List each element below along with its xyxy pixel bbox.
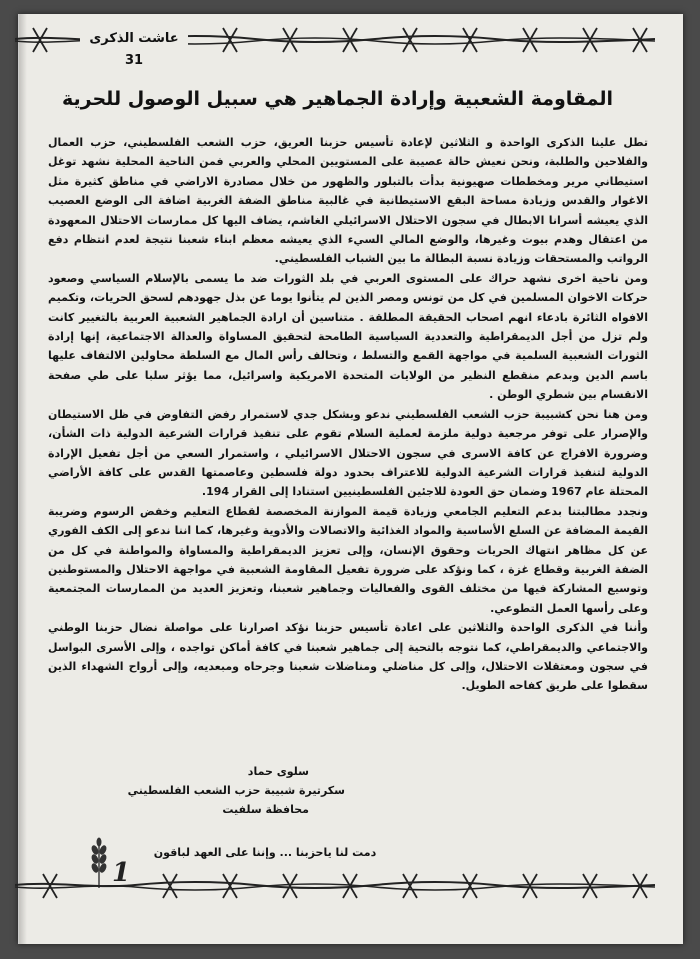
barbed-wire-bottom-icon [15, 868, 655, 902]
paragraph: تطل علينا الذكرى الواحدة و الثلاثين لإعادة تأسيس حزبنا العريق، حزب الشعب الفلسطيني، حزب العمال والفلاحين والطلبة، ونحن نعيش حالة عصيبة على المستويين المحلي والعربي فمن الناحية المحلية نشهد توغل استيطاني مرير ومخططات صهيونية بدأت بالتبلور والظهور من خلال مصادرة الاراضي في مناطق كثيرة مثل الاغوار والقدس وزيادة مساحة البقع الاستيطانية في غالبية مناطق الضفة الغربية اضافة الى الوضع العصيب الذي يعيشه أسرانا الابطال في سجون الاحتلال الاسرائيلي الغاشم، يضاف اليها كل ممارسات الاحتلال المعهودة من اعتقال وهدم بيوت وغيرها، والوضع المالي السيء الذي يعيشه معظم ابناء شعبنا نتيجة لعدم انتظام دفع الرواتب والمستحقات وزيادة نسبة البطالة ما بين الشباب الفلسطيني. [48, 136, 648, 266]
signatory-position: سكرتيرة شبيبة حزب الشعب الفلسطيني [127, 784, 345, 797]
signature-block [45, 762, 345, 819]
paragraph: ومن هنا نحن كشبيبة حزب الشعب الفلسطيني ندعو وبشكل جدي لاستمرار رفض التفاوض في ظل الاستيطان والإصرار على توفر مرجعية دولية ملزمة لعملية السلام تقوم على تنفيذ قرارات الشرعية الدولية ذات الشأن، وضرورة الافراج عن كافة الاسرى في سجون الاحتلال الاسرائيلي ، واستمرار السعي من أجل تفعيل الإرادة الدولية لتنفيذ قرارات الشرعية الدولية للاعتراف بحدود دولة فلسطين وعاصمتها القدس على كافة الأراضي المحتلة عام 1967 وضمان حق العودة للاجئين الفلسطينيين استنادا إلى القرار 194. [48, 407, 648, 499]
paragraph: ونجدد مطالبتنا بدعم التعليم الجامعي وزيادة قيمة الموازنة المخصصة لقطاع التعليم وخفض الرسوم وضريبة القيمة المضافة عن السلع الأساسية والمواد الغذائية والاتصالات والأدوية وغيرها، كما اننا ندعو إلى الكف الفوري عن كل مظاهر انتهاك الحريات وحقوق الإنسان، وإلى تعزيز الديمقراطية والمساواة والمواطنة في كل من الضفة الغربية وقطاع غزة ، كما ونؤكد على ضرورة تفعيل المقاومة الشعبية في مواجهة الاحتلال والمستوطنين وتوسيع المشاركة فيها من مختلف القوى والفعاليات وجماهير شعبنا، وتعزيز العديد من الممارسات المجتمعية وعلى رأسها العمل التطوعي. [48, 504, 648, 615]
signatory-name: سلوى حماد [247, 765, 309, 778]
anniversary-header: عاشت الذكرى 31 [80, 28, 188, 50]
signatory-region: محافظة سلفيت [222, 803, 309, 816]
page-number: 1 [112, 858, 131, 888]
fold-shadow [19, 14, 27, 944]
closing-slogan: دمت لنا ياحزبنا ... وإننا على العهد لباقون [153, 846, 377, 859]
paragraph: ومن ناحية اخرى نشهد حراك على المستوى العربي في بلد الثورات ضد ما يسمى بالإسلام السياسي وصعود حركات الاخوان المسلمين في كل من تونس ومصر الذين لم يتأنوا يوما عن بذل جهودهم لسحق الحريات، وتكميم الافواه الثائرة بادعاء انهم اصحاب الحقيقة المطلقة . متناسين أن ارادة الجماهير الشعبية العربية بالتغيير كانت ولم تزل من أجل الديمقراطية والتعددية السياسية الطامحة لتحقيق المساواة والعدالة الاجتماعية، إنها إرادة الثورات الشعبية السلمية في مواجهة القمع والتسلط ، وتحالف رأس المال مع السلطة محاولين الالتفاف عليها باسم الدين وبدعم منقطع النظير من الولايات المتحدة الامريكية واسرائيل، مما يؤثر سلبا على طي صفحة الانقسام بين شطري الوطن . [48, 271, 648, 402]
article-title: المقاومة الشعبية وإرادة الجماهير هي سبيل الوصول للحرية [62, 88, 613, 110]
article-body [48, 133, 648, 696]
paragraph: وأننا في الذكرى الواحدة والثلاثين على اعادة تأسيس حزبنا نؤكد اصرارنا على مواصلة نضال حزبنا الوطني والاجتماعي والديمقراطي، كما نتوجه بالتحية إلى جماهير شعبنا في كافة أماكن تواجده ، وإلى الأسرى البواسل في سجون ومعتقلات الاحتلال، وإلى كل مناضلي ومناضلات شعبنا وجرحاه ومبعديه، وإلى أرواح الشهداء الذين سقطوا على طريق كفاحه الطويل. [48, 621, 648, 693]
